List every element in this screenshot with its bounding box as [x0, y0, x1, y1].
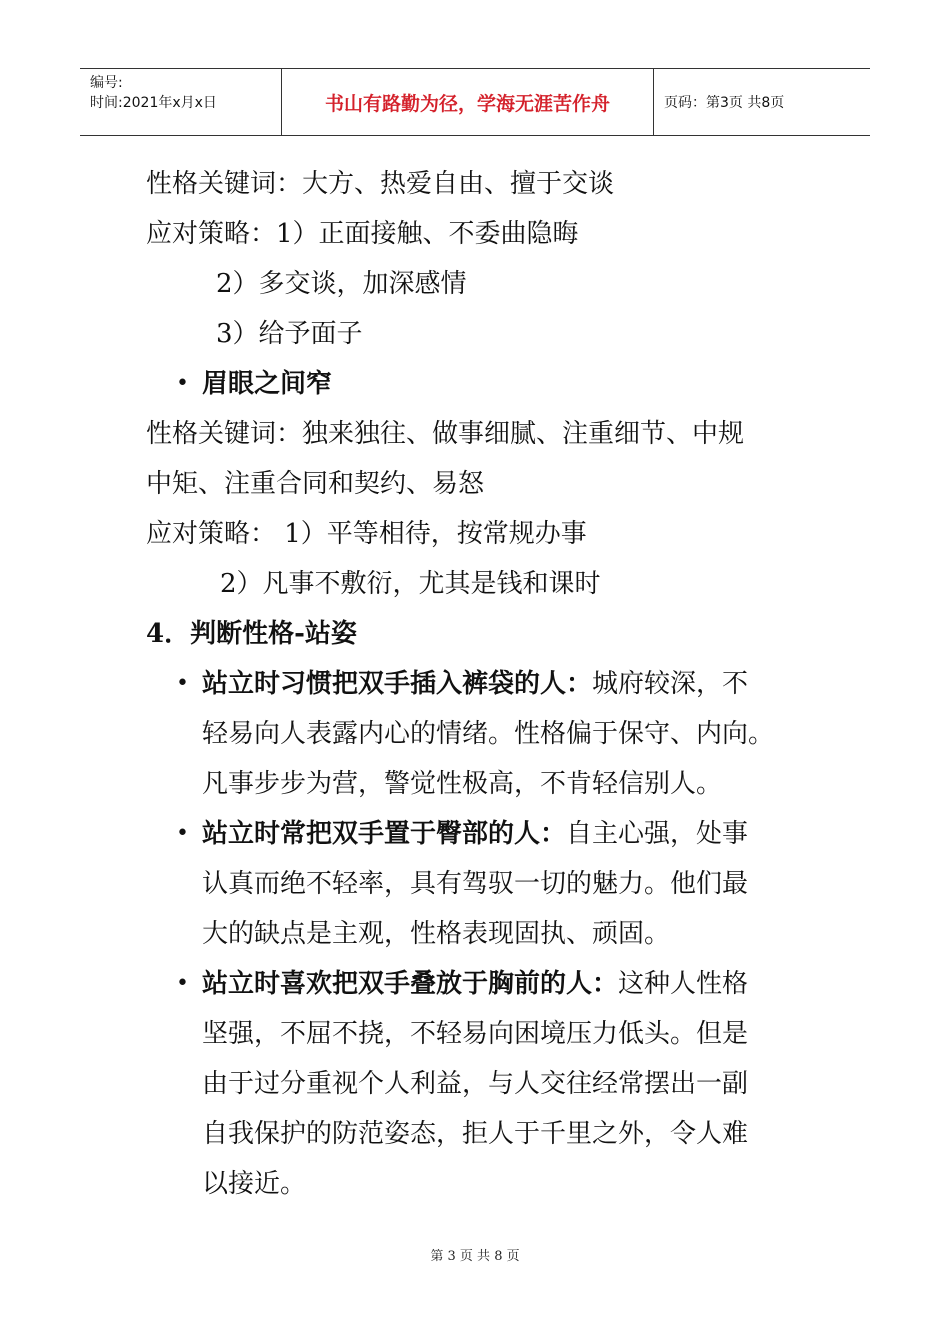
page-footer: 第 3 页 共 8 页 — [430, 1249, 520, 1264]
item-text: 自主心强，处事 — [566, 819, 749, 849]
item-text: 这种人性格 — [618, 969, 749, 999]
item-continuation: 凡事步步为营，警觉性极高，不肯轻信别人。 — [202, 769, 723, 799]
section-heading: 4．判断性格-站姿 — [146, 619, 357, 649]
item-text: 城府较深，不 — [592, 669, 749, 699]
item-lead: 站立时喜欢把双手叠放于胸前的人： — [202, 969, 619, 999]
text-line: 应对策略： 1）平等相待，按常规办事 — [146, 519, 587, 549]
item-continuation: 坚强，不屈不挠，不轻易向困境压力低头。但是 — [202, 1019, 749, 1049]
page-info: 页码：第3页 共8页 — [664, 95, 785, 111]
text-line: 2）凡事不敷衍，尤其是钱和课时 — [220, 569, 601, 599]
time-label: 时间:2021年x月x日 — [90, 95, 217, 111]
item-continuation: 认真而绝不轻率，具有驾驭一切的魅力。他们最 — [202, 869, 749, 899]
text-line: 应对策略：1）正面接触、不委曲隐晦 — [146, 219, 579, 249]
motto: 书山有路勤为径，学海无涯苦作舟 — [282, 69, 654, 135]
number-label: 编号: — [90, 75, 123, 91]
item-continuation: 自我保护的防范姿态，拒人于千里之外，令人难 — [202, 1119, 749, 1149]
header-table — [80, 68, 870, 136]
text-line: 性格关键词：独来独往、做事细腻、注重细节、中规 — [146, 419, 745, 449]
text-line: 2）多交谈，加深感情 — [216, 269, 467, 299]
list-item — [202, 668, 748, 700]
bullet-icon: • — [176, 671, 189, 696]
item-lead: 站立时常把双手置于臀部的人： — [202, 819, 567, 849]
bullet-icon: • — [176, 821, 189, 846]
bullet-icon: • — [176, 371, 189, 396]
text-line: 中矩、注重合同和契约、易怒 — [146, 469, 485, 499]
section-heading: 眉眼之间窄 — [202, 369, 333, 399]
item-continuation: 由于过分重视个人利益，与人交往经常摆出一副 — [202, 1069, 749, 1099]
item-continuation: 大的缺点是主观，性格表现固执、顽固。 — [202, 919, 671, 949]
text-line: 3）给予面子 — [216, 319, 363, 349]
header-left-cell — [80, 69, 282, 135]
text-line: 性格关键词：大方、热爱自由、擅于交谈 — [146, 169, 615, 199]
bullet-icon: • — [176, 971, 189, 996]
item-continuation: 以接近。 — [202, 1169, 307, 1199]
list-item — [202, 818, 748, 850]
item-continuation: 轻易向人表露内心的情绪。性格偏于保守、内向。 — [202, 719, 775, 749]
list-item — [202, 968, 748, 1000]
item-lead: 站立时习惯把双手插入裤袋的人： — [202, 669, 593, 699]
